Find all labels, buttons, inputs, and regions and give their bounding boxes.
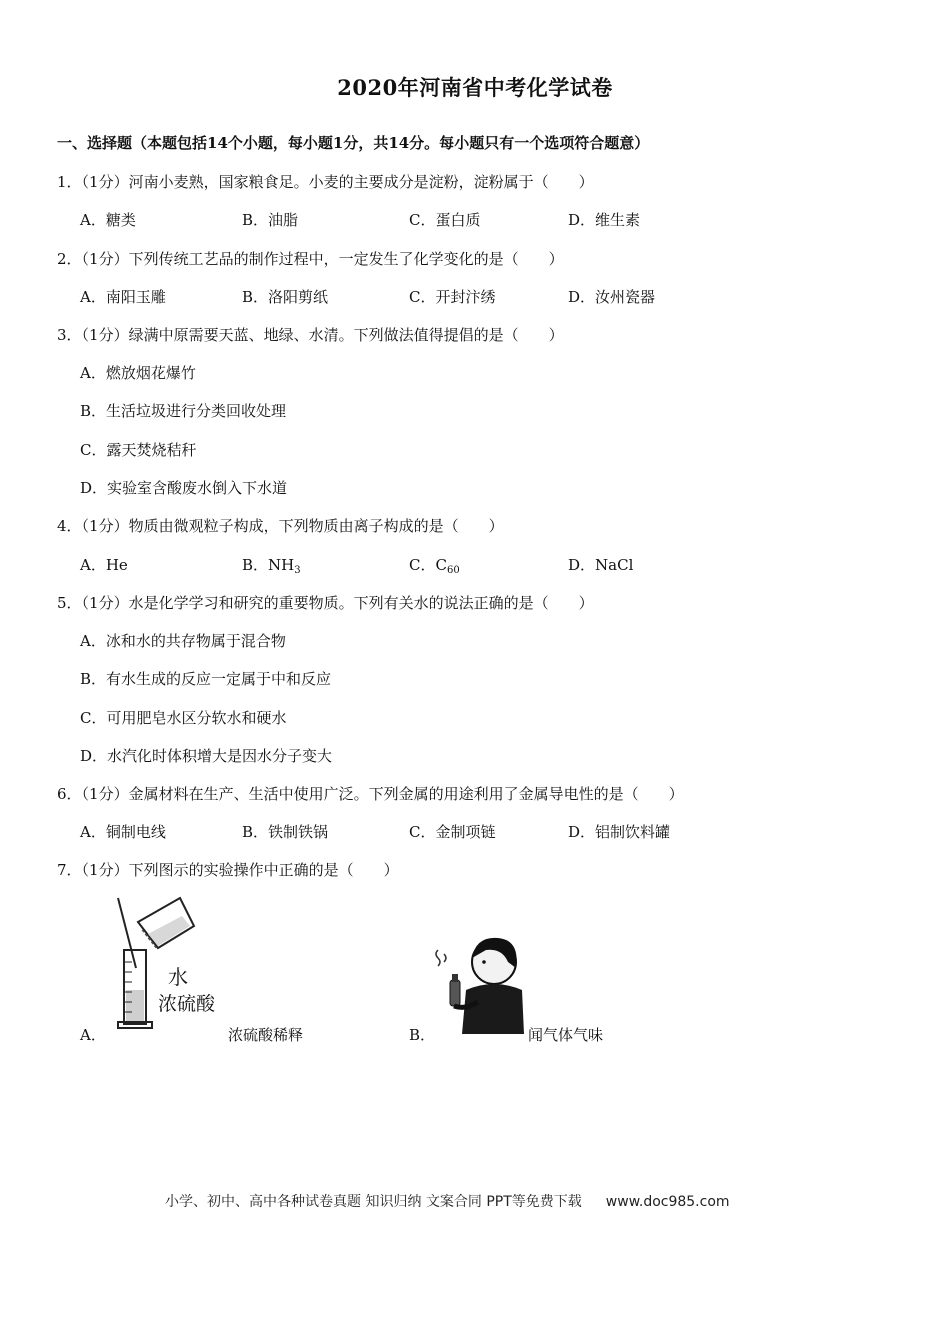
option-a: A．糖类	[80, 211, 136, 229]
figure-a-letter: A．	[80, 1026, 106, 1044]
footer	[165, 1191, 730, 1211]
option-b-text: B．NH	[242, 556, 295, 574]
option-a: A．冰和水的共存物属于混合物	[80, 632, 286, 650]
footer-text: 小学、初中、高中各种试卷真题 知识归纳 文案合同 PPT等免费下载	[165, 1194, 582, 1210]
question-5: 5．（1分）水是化学学习和研究的重要物质。下列有关水的说法正确的是（ ）	[57, 594, 594, 612]
label-acid: 浓硫酸	[158, 993, 216, 1015]
question-4: 4．（1分）物质由微观粒子构成，下列物质由离子构成的是（ ）	[57, 517, 504, 535]
option-a: A．铜制电线	[80, 823, 166, 841]
option-b: B．有水生成的反应一定属于中和反应	[80, 670, 332, 688]
vapor-icon	[444, 954, 446, 962]
question-7: 7．（1分）下列图示的实验操作中正确的是（ ）	[57, 861, 399, 879]
question-6-options	[80, 821, 880, 843]
question-2-options	[80, 286, 880, 308]
option-b: B．生活垃圾进行分类回收处理	[80, 402, 287, 420]
option-a: A．He	[80, 556, 128, 574]
option-b: B．铁制铁锅	[242, 823, 329, 841]
figure-b-caption: 闻气体气味	[528, 1026, 604, 1044]
option-d: D．维生素	[568, 211, 641, 229]
question-1-options	[80, 209, 880, 231]
subscript: 3	[294, 565, 301, 576]
option-b: B．洛阳剪纸	[242, 288, 329, 306]
section-heading: 一、选择题（本题包括14个小题，每小题1分，共14分。每小题只有一个选项符合题意）	[57, 134, 650, 152]
option-c: C．露天焚烧秸秆	[80, 441, 197, 459]
option-d: D．汝州瓷器	[568, 288, 656, 306]
question-1: 1．（1分）河南小麦熟，国家粮食足。小麦的主要成分是淀粉，淀粉属于（ ）	[57, 173, 594, 191]
dilution-figure	[110, 890, 230, 1032]
option-d: D．铝制饮料罐	[568, 823, 671, 841]
option-c-text: C．C	[409, 556, 447, 574]
footer-url[interactable]: www.doc985.com	[605, 1194, 730, 1210]
label-water: 水	[168, 965, 188, 989]
option-a: A．燃放烟花爆竹	[80, 364, 196, 382]
question-2: 2．（1分）下列传统工艺品的制作过程中，一定发生了化学变化的是（ ）	[57, 250, 564, 268]
option-c: C．开封汴绣	[409, 288, 496, 306]
option-c: C．金制项链	[409, 823, 496, 841]
figure-a-caption: 浓硫酸稀释	[228, 1026, 304, 1044]
bottle-neck	[452, 974, 458, 982]
cylinder-liquid	[126, 990, 144, 1022]
option-c: C．可用肥皂水区分软水和硬水	[80, 709, 287, 727]
question-3: 3．（1分）绿满中原需要天蓝、地绿、水清。下列做法值得提倡的是（ ）	[57, 326, 564, 344]
question-4-options	[80, 554, 880, 576]
bottle	[450, 980, 460, 1006]
option-b: B．油脂	[242, 211, 299, 229]
glass-rod	[118, 898, 136, 968]
option-b	[242, 554, 301, 576]
question-6: 6．（1分）金属材料在生产、生活中使用广泛。下列金属的用途利用了金属导电性的是（ ）	[57, 785, 684, 803]
option-d: D．水汽化时体积增大是因水分子变大	[80, 747, 333, 765]
option-d: D．NaCl	[568, 556, 634, 574]
option-a: A．南阳玉雕	[80, 288, 166, 306]
option-c	[409, 554, 460, 576]
option-c: C．蛋白质	[409, 211, 481, 229]
figure-b-letter: B．	[409, 1026, 436, 1044]
body	[462, 984, 524, 1034]
page-title: 2020年河南省中考化学试卷	[337, 75, 613, 100]
vapor-icon	[436, 950, 440, 966]
eye	[482, 960, 486, 964]
smelling-figure	[432, 932, 528, 1036]
option-d: D．实验室含酸废水倒入下水道	[80, 479, 288, 497]
subscript: 60	[446, 565, 460, 576]
